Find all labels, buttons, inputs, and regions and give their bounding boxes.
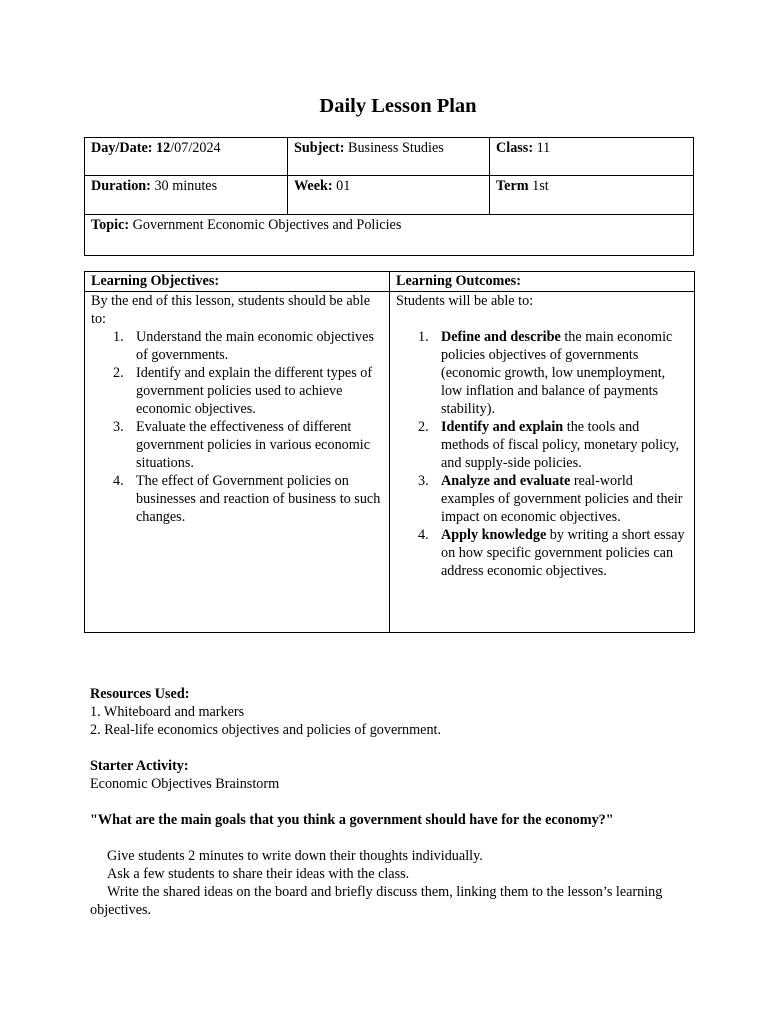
list-number: 2. bbox=[113, 365, 124, 381]
subject-label: Subject: bbox=[294, 140, 345, 156]
list-number: 1. bbox=[418, 329, 429, 345]
list-item bbox=[91, 364, 383, 418]
info-row bbox=[85, 176, 694, 215]
week-value: 01 bbox=[336, 178, 351, 194]
day-date-cell bbox=[85, 138, 288, 176]
list-bold-text: Apply knowledge bbox=[441, 527, 547, 543]
starter-question: "What are the main goals that you think a government should have for the economy?" bbox=[90, 812, 614, 828]
list-text: The effect of Government policies on businesses and reaction of business to such changes. bbox=[136, 473, 381, 525]
topic-value: Government Economic Objectives and Policies bbox=[132, 217, 402, 233]
objectives-body-row bbox=[85, 292, 695, 633]
outcomes-cell bbox=[390, 292, 695, 633]
list-text: Understand the main economic objectives of governments. bbox=[136, 329, 374, 363]
list-text: Evaluate the effectiveness of different government policies in various economic situations. bbox=[136, 419, 371, 471]
starter-step: Ask a few students to share their ideas with the class. bbox=[107, 866, 410, 882]
starter-step: Give students 2 minutes to write down their thoughts individually. bbox=[107, 848, 483, 864]
starter-name: Economic Objectives Brainstorm bbox=[90, 776, 280, 792]
list-number: 1. bbox=[113, 329, 124, 345]
resource-item: 1. Whiteboard and markers bbox=[90, 704, 245, 720]
list-item bbox=[91, 472, 383, 526]
class-value: 11 bbox=[536, 140, 551, 156]
list-number: 3. bbox=[113, 419, 124, 435]
list-text: Identify and explain the different types of government policies used to achieve economic objectives. bbox=[136, 365, 373, 417]
list-item bbox=[396, 418, 688, 472]
subject-cell bbox=[288, 138, 490, 176]
day-date-value: /07/2024 bbox=[170, 140, 221, 156]
outcomes-list bbox=[396, 328, 688, 580]
info-row bbox=[85, 138, 694, 176]
list-bold-text: Analyze and evaluate bbox=[441, 473, 571, 489]
term-label: Term bbox=[496, 178, 529, 194]
list-bold-text: Define and describe bbox=[441, 329, 561, 345]
term-cell bbox=[490, 176, 694, 215]
subject-value: Business Studies bbox=[348, 140, 444, 156]
objectives-intro: By the end of this lesson, students should be able to: bbox=[91, 293, 370, 327]
starter-step: Write the shared ideas on the board and briefly discuss them, linking them to the lesson’s learning objectives. bbox=[90, 884, 663, 918]
list-item bbox=[396, 328, 688, 418]
objectives-cell bbox=[85, 292, 390, 633]
list-number: 2. bbox=[418, 419, 429, 435]
list-item bbox=[91, 328, 383, 364]
starter-heading: Starter Activity: bbox=[90, 758, 189, 774]
class-cell bbox=[490, 138, 694, 176]
list-item bbox=[396, 472, 688, 526]
day-date-label: Day/Date: bbox=[91, 140, 153, 156]
topic-cell bbox=[85, 215, 694, 256]
list-number: 3. bbox=[418, 473, 429, 489]
duration-label: Duration: bbox=[91, 178, 151, 194]
duration-value: 30 minutes bbox=[154, 178, 218, 194]
objectives-outcomes-table bbox=[84, 271, 695, 633]
term-value: 1st bbox=[532, 178, 549, 194]
lesson-details bbox=[90, 685, 690, 919]
week-label: Week: bbox=[294, 178, 333, 194]
objectives-header-row bbox=[85, 272, 695, 292]
list-text: real-world examples of government policies and their impact on economic objectives. bbox=[441, 473, 683, 525]
lesson-info-table bbox=[84, 137, 694, 256]
objectives-list bbox=[91, 328, 383, 526]
page-title: Daily Lesson Plan bbox=[319, 95, 477, 117]
outcomes-intro: Students will be able to: bbox=[396, 293, 534, 309]
objectives-header: Learning Objectives: bbox=[85, 272, 390, 292]
info-row bbox=[85, 215, 694, 256]
week-cell bbox=[288, 176, 490, 215]
class-label: Class: bbox=[496, 140, 534, 156]
list-text: by writing a short essay on how specific government policies can address economic objectives. bbox=[441, 527, 685, 579]
resources-heading: Resources Used: bbox=[90, 686, 190, 702]
list-item bbox=[396, 526, 688, 580]
list-number: 4. bbox=[113, 473, 124, 489]
list-number: 4. bbox=[418, 527, 429, 543]
day-date-day: 12 bbox=[156, 140, 171, 156]
list-bold-text: Identify and explain bbox=[441, 419, 564, 435]
list-item bbox=[91, 418, 383, 472]
list-text: the tools and methods of fiscal policy, monetary policy, and supply-side policies. bbox=[441, 419, 680, 471]
topic-label: Topic: bbox=[91, 217, 130, 233]
outcomes-header: Learning Outcomes: bbox=[390, 272, 695, 292]
duration-cell bbox=[85, 176, 288, 215]
list-text: the main economic policies objectives of governments (economic growth, low unemployment, low inflation and balance of payments stability). bbox=[441, 329, 673, 417]
resource-item: 2. Real-life economics objectives and policies of government. bbox=[90, 722, 442, 738]
